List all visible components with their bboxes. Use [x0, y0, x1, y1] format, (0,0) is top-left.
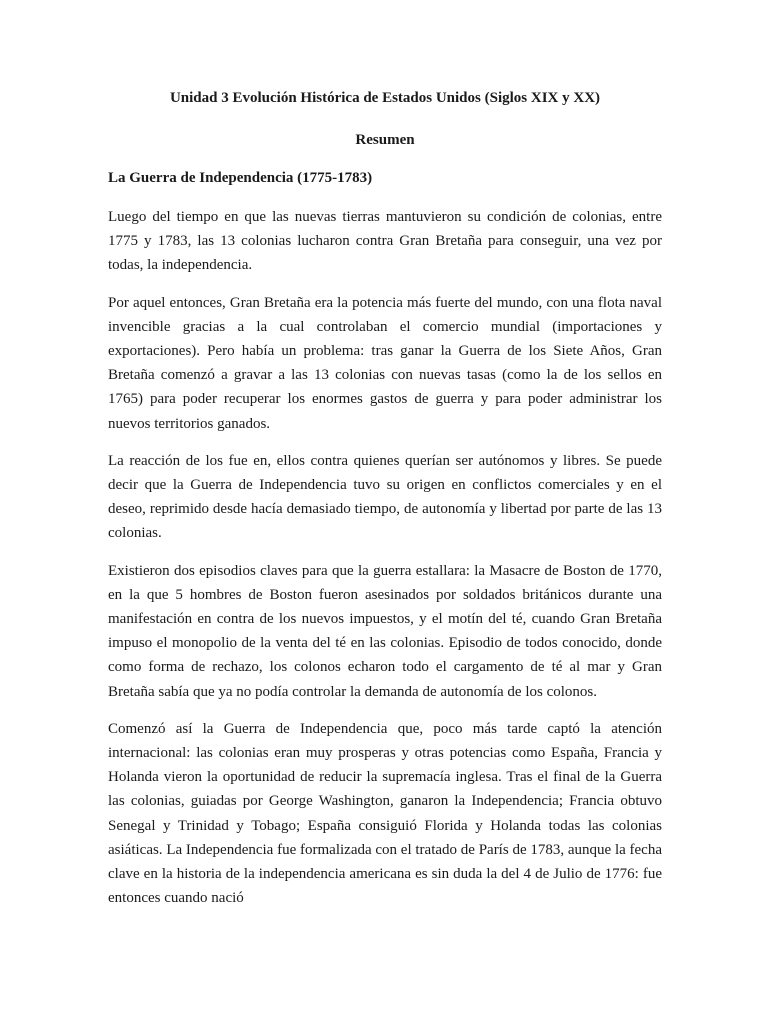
paragraph-4: Existieron dos episodios claves para que la guerra estallara: la Masacre de Boston de 1770, en la que 5 hombres de Boston fueron asesinados por soldados británicos durante una manifestación en contra de los nuevos impuestos, y el motín del té, cuando Gran Bretaña impuso el monopolio de la venta del té en las colonias. Episodio de todos conocido, donde como forma de rechazo, los colonos echaron todo el cargamento de té al mar y Gran Bretaña sabía que ya no podía controlar la demanda de autonomía de los colonos. — [108, 562, 662, 700]
paragraph-5: Comenzó así la Guerra de Independencia que, poco más tarde captó la atención internacional: las colonias eran muy prosperas y otras potencias como España, Francia y Holanda vieron la oportunidad de reducir la supremacía inglesa. Tras el final de la Guerra las colonias, guiadas por George Washington, ganaron la Independencia; Francia obtuvo Senegal y Trinidad y Tobago; España consiguió Florida y Holanda todas las colonias asiáticas. La Independencia fue formalizada con el tratado de París de 1783, aunque la fecha clave en la historia de la independencia americana es sin duda la del 4 de Julio de 1776: fue entonces cuando nació — [108, 720, 662, 907]
paragraph-1: Luego del tiempo en que las nuevas tierras mantuvieron su condición de colonias, entre 1775 y 1783, las 13 colonias lucharon contra Gran Bretaña para conseguir, una vez por todas, la independencia. — [108, 209, 662, 274]
paragraph-3: La reacción de los fue en, ellos contra quienes querían ser autónomos y libres. Se puede decir que la Guerra de Independencia tuvo su origen en conflictos comerciales y en el deseo, reprimido desde hacía demasiado tiempo, de autonomía y libertad por parte de las 13 colonias. — [108, 452, 662, 542]
document-title: Unidad 3 Evolución Histórica de Estados Unidos (Siglos XIX y XX) — [169, 90, 601, 106]
document-subtitle: Resumen — [355, 132, 415, 148]
paragraph-2: Por aquel entonces, Gran Bretaña era la potencia más fuerte del mundo, con una flota naval invencible gracias a la cual controlaban el comercio mundial (importaciones y exportaciones). Pero había un problema: tras ganar la Guerra de los Siete Años, Gran Bretaña comenzó a gravar a las 13 colonias con nuevas tasas (como la de los sellos en 1765) para poder recuperar los enormes gastos de guerra y para poder administrar los nuevos territorios ganados. — [108, 294, 662, 432]
section-heading: La Guerra de Independencia (1775-1783) — [108, 170, 373, 186]
